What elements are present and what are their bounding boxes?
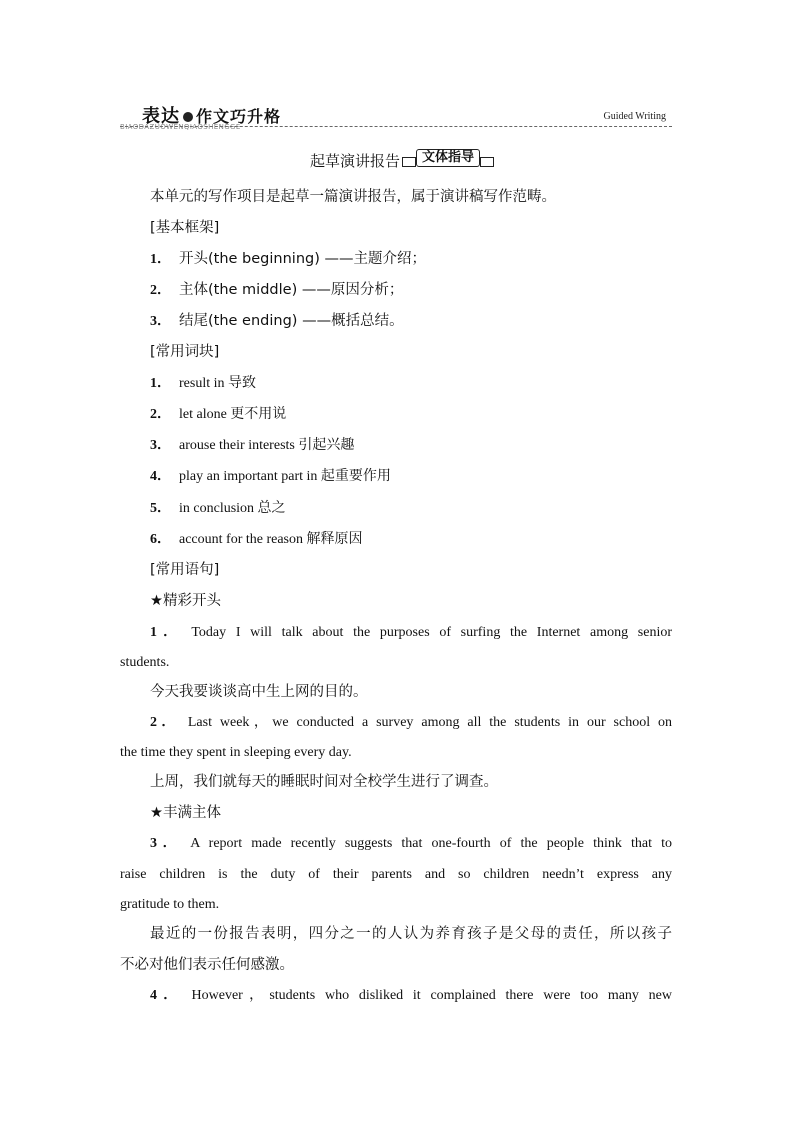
list-item: [150, 435, 354, 456]
bullet-icon: [183, 112, 193, 122]
sentence-text: Last week，we conducted a survey among all the students in our school on: [187, 715, 673, 730]
header-title-main: 表达: [142, 106, 180, 127]
sentence-3-translation-1: 最近的一份报告表明，四分之一的人认为养育孩子是父母的责任，所以孩子: [150, 926, 672, 942]
list-item-text: 主体(the middle) ——原因分析；: [179, 282, 404, 298]
sentence-3-line-3: gratitude to them.: [120, 897, 220, 912]
list-item-number: 5．: [150, 501, 171, 516]
list-item-number: 6．: [150, 532, 171, 547]
sentence-1-line-1: [150, 623, 672, 643]
list-item: [150, 280, 403, 301]
sentence-2-line-1: [150, 713, 672, 733]
sentence-3-line-2: raise children is the duty of their parents and so children needn’t express any: [120, 867, 672, 882]
list-item-number: 4．: [150, 469, 171, 484]
sentences-heading: [常用语句]: [150, 562, 220, 578]
sentence-text: Today I will talk about the purposes of surfing the Internet among senior: [191, 625, 672, 640]
sentence-1-translation: 今天我要谈谈高中生上网的目的。: [150, 684, 368, 700]
list-item-number: 1．: [150, 252, 171, 267]
list-item: [150, 311, 404, 332]
section-tag-label: 文体指导: [416, 149, 480, 167]
sentence-3-translation-2: 不必对他们表示任何感激。: [120, 957, 294, 973]
list-item-text: result in 导致: [179, 376, 256, 391]
sentence-2-translation: 上周，我们就每天的睡眠时间对全校学生进行了调查。: [150, 774, 498, 790]
header-subtitle: BIAODAZUOWENQIAOSHENGGE: [120, 123, 241, 131]
header-title-rest: 作文巧升格: [196, 107, 282, 126]
tag-left-bar: [402, 157, 416, 167]
sentence-2-line-2: the time they spent in sleeping every day.: [120, 745, 352, 760]
tag-right-bar: [480, 157, 494, 167]
header-right-label: Guided Writing: [603, 111, 666, 122]
list-item-text: account for the reason 解释原因: [179, 532, 363, 547]
list-item: [150, 373, 256, 394]
sentence-3-line-1: [150, 834, 672, 854]
sentence-number: 3．: [150, 836, 183, 851]
list-item-number: 3．: [150, 314, 171, 329]
sentence-number: 4．: [150, 988, 184, 1003]
list-item-text: in conclusion 总之: [179, 501, 286, 516]
section-title: [310, 150, 494, 171]
sentence-1-line-2: students.: [120, 655, 170, 670]
intro-text: 本单元的写作项目是起草一篇演讲报告，属于演讲稿写作范畴。: [150, 189, 556, 205]
list-item-text: 开头(the beginning) ——主题介绍；: [179, 251, 426, 267]
header-divider: [120, 126, 672, 127]
list-item: [150, 529, 363, 550]
sentence-text: However，students who disliked it complained there were too many new: [191, 988, 673, 1003]
list-item-text: arouse their interests 引起兴趣: [179, 438, 355, 453]
opening-heading: ★精彩开头: [150, 593, 221, 609]
list-item: [150, 498, 286, 519]
list-item-text: let alone 更不用说: [179, 407, 287, 422]
body-heading: ★丰满主体: [150, 805, 221, 821]
list-item-number: 2．: [150, 407, 171, 422]
list-item-text: play an important part in 起重要作用: [179, 469, 391, 484]
section-title-text: 起草演讲报告: [310, 152, 401, 170]
list-item: [150, 249, 426, 270]
list-item-number: 3．: [150, 438, 171, 453]
sentence-4-line-1: [150, 986, 672, 1006]
section-tag: [402, 149, 494, 171]
list-item-text: 结尾(the ending) ——概括总结。: [179, 313, 404, 329]
sentence-number: 1．: [150, 625, 184, 640]
page-header: [120, 98, 672, 134]
phrases-heading: [常用词块]: [150, 344, 220, 360]
list-item: [150, 466, 391, 487]
framework-heading: [基本框架]: [150, 220, 220, 236]
sentence-text: A report made recently suggests that one-fourth of the people think that to: [190, 836, 673, 851]
list-item-number: 1．: [150, 376, 171, 391]
sentence-number: 2．: [150, 715, 180, 730]
list-item: [150, 404, 286, 425]
list-item-number: 2．: [150, 283, 171, 298]
